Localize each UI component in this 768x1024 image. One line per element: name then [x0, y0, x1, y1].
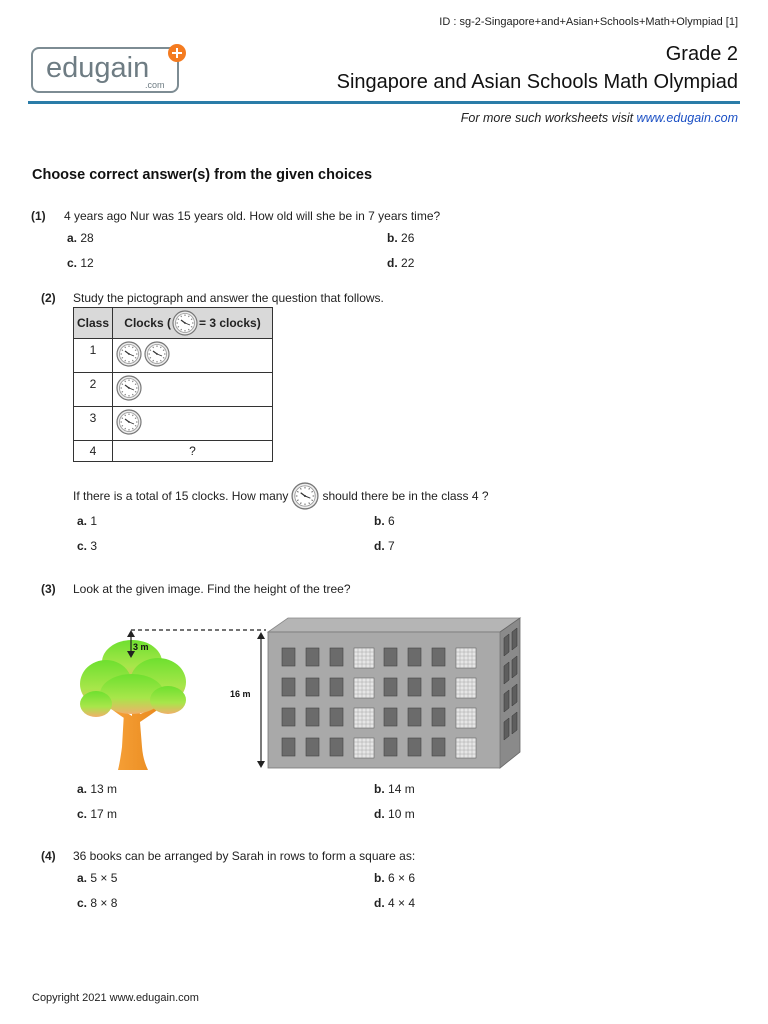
building-side-window: [512, 656, 517, 678]
option-value: 17 m: [90, 807, 118, 821]
q2-option-d[interactable]: [374, 539, 395, 553]
option-value: 26: [401, 231, 415, 245]
class-cell: 3: [74, 407, 113, 441]
building-window: [456, 678, 476, 698]
header-clocks-post: = 3 clocks): [198, 316, 261, 330]
table-row: [74, 339, 273, 373]
subject-title: Singapore and Asian Schools Math Olympiad: [336, 71, 738, 93]
building-window: [354, 648, 374, 668]
building-side-window: [512, 628, 517, 650]
class-cell: 2: [74, 373, 113, 407]
header-clocks-pre: Clocks (: [124, 316, 171, 330]
question-3-number: (3): [41, 582, 56, 596]
option-label: b.: [374, 514, 385, 528]
question-2-text: Study the pictograph and answer the question that follows.: [73, 291, 384, 305]
option-value: 6: [388, 514, 395, 528]
clock-icon: [143, 341, 171, 367]
header-class: Class: [74, 308, 113, 339]
clock-icon: [115, 409, 143, 435]
height-label: 16 m: [230, 689, 251, 699]
option-value: 22: [401, 256, 415, 270]
option-value: 12: [80, 256, 94, 270]
clocks-cell: [113, 407, 273, 441]
q1-option-b[interactable]: [387, 231, 414, 245]
class-cell: 4: [74, 441, 113, 462]
option-value: 28: [80, 231, 94, 245]
building-window: [306, 738, 319, 756]
table-row: [74, 373, 273, 407]
q4-option-b[interactable]: [374, 871, 415, 885]
prompt-post: should there be in the class 4 ?: [322, 489, 489, 503]
header-clocks: [113, 308, 273, 339]
building-window: [384, 738, 397, 756]
building-side-window: [504, 634, 509, 656]
option-label: d.: [387, 256, 398, 270]
building-window: [456, 738, 476, 758]
building-window: [384, 678, 397, 696]
clock-icon: [115, 375, 143, 401]
building-side-window: [512, 712, 517, 734]
q3-option-c[interactable]: [77, 807, 117, 821]
clock-icon: [290, 482, 320, 510]
option-label: b.: [374, 871, 385, 885]
q1-option-c[interactable]: [67, 256, 94, 270]
building-window: [306, 708, 319, 726]
option-value: 14 m: [388, 782, 415, 796]
option-value: 6 × 6: [388, 871, 416, 885]
question-1-text: 4 years ago Nur was 15 years old. How old will she be in 7 years time?: [64, 209, 441, 223]
option-value: 8 × 8: [90, 896, 118, 910]
building-window: [282, 738, 295, 756]
option-label: c.: [67, 256, 78, 270]
building-window: [330, 708, 343, 726]
building-window: [306, 678, 319, 696]
building-window: [354, 738, 374, 758]
visit-line: [461, 111, 738, 125]
q2-option-a[interactable]: [77, 514, 97, 528]
building-window: [408, 738, 421, 756]
building-window: [354, 708, 374, 728]
option-label: a.: [77, 514, 88, 528]
clock-icon: [115, 341, 143, 367]
q2-option-c[interactable]: [77, 539, 97, 553]
question-4-text: 36 books can be arranged by Sarah in rows to form a square as:: [73, 849, 416, 863]
tree-building-figure: [70, 612, 530, 777]
building-window: [282, 678, 295, 696]
table-row: [74, 407, 273, 441]
footer-copyright: Copyright 2021 www.edugain.com: [32, 992, 199, 1004]
q4-option-c[interactable]: [77, 896, 117, 910]
clocks-cell: [113, 373, 273, 407]
building-window: [432, 678, 445, 696]
option-label: b.: [387, 231, 398, 245]
option-label: b.: [374, 782, 385, 796]
question-2-number: (2): [41, 291, 56, 305]
q1-option-a[interactable]: [67, 231, 94, 245]
building-window: [330, 678, 343, 696]
grade-title: Grade 2: [665, 43, 738, 65]
tree-illustration: [80, 640, 186, 770]
building-side-window: [504, 662, 509, 684]
question-4-number: (4): [41, 849, 56, 863]
option-value: 13 m: [90, 782, 118, 796]
building-window: [432, 648, 445, 666]
building-window: [354, 678, 374, 698]
gap-label: 3 m: [133, 642, 149, 652]
clocks-cell: [113, 339, 273, 373]
instructions-heading: Choose correct answer(s) from the given choices: [32, 167, 373, 183]
q3-option-d[interactable]: [374, 807, 415, 821]
pictograph-table: [73, 307, 273, 462]
header-divider: [28, 101, 740, 104]
option-label: c.: [77, 807, 88, 821]
option-label: c.: [77, 896, 88, 910]
building-window: [282, 708, 295, 726]
prompt-pre: If there is a total of 15 clocks. How many: [73, 489, 289, 503]
building-window: [456, 708, 476, 728]
building-window: [408, 708, 421, 726]
building-window: [282, 648, 295, 666]
option-label: d.: [374, 539, 385, 553]
building-illustration: [268, 618, 520, 768]
building-side-window: [504, 718, 509, 740]
q4-option-a[interactable]: [77, 871, 117, 885]
clock-icon: [172, 310, 198, 336]
visit-link[interactable]: www.edugain.com: [636, 111, 738, 125]
visit-text: For more such worksheets visit: [460, 111, 637, 125]
building-window: [456, 648, 476, 668]
question-1-number: (1): [31, 209, 46, 223]
building-side-window: [512, 684, 517, 706]
option-value: 1: [90, 514, 98, 528]
building-window: [432, 738, 445, 756]
question-2-prompt: [73, 482, 489, 510]
building-window: [384, 648, 397, 666]
class-cell: 1: [74, 339, 113, 373]
option-label: a.: [77, 782, 88, 796]
option-label: d.: [374, 807, 385, 821]
building-window: [408, 678, 421, 696]
logo-wordmark: edugain: [46, 52, 150, 84]
q3-option-b[interactable]: [374, 782, 415, 796]
option-value: 3: [90, 539, 98, 553]
building-window: [408, 648, 421, 666]
building-window: [330, 738, 343, 756]
question-3-text: Look at the given image. Find the height of the tree?: [73, 582, 351, 596]
q3-option-a[interactable]: [77, 782, 117, 796]
table-row: [74, 441, 273, 462]
q2-option-b[interactable]: [374, 514, 395, 528]
document-id: ID : sg-2-Singapore+and+Asian+Schools+Math+Olympiad [1]: [439, 16, 738, 28]
q4-option-d[interactable]: [374, 896, 415, 910]
option-value: 5 × 5: [90, 871, 118, 885]
logo-dotcom: .com: [145, 80, 165, 90]
option-label: c.: [77, 539, 88, 553]
building-window: [432, 708, 445, 726]
building-window: [384, 708, 397, 726]
edugain-logo[interactable]: [30, 44, 190, 96]
option-value: 7: [388, 539, 395, 553]
q1-option-d[interactable]: [387, 256, 414, 270]
unknown-cell: ?: [113, 441, 273, 462]
building-side-window: [504, 690, 509, 712]
building-window: [330, 648, 343, 666]
option-label: d.: [374, 896, 385, 910]
option-label: a.: [77, 871, 88, 885]
option-value: 4 × 4: [388, 896, 416, 910]
option-label: a.: [67, 231, 78, 245]
building-window: [306, 648, 319, 666]
option-value: 10 m: [388, 807, 415, 821]
